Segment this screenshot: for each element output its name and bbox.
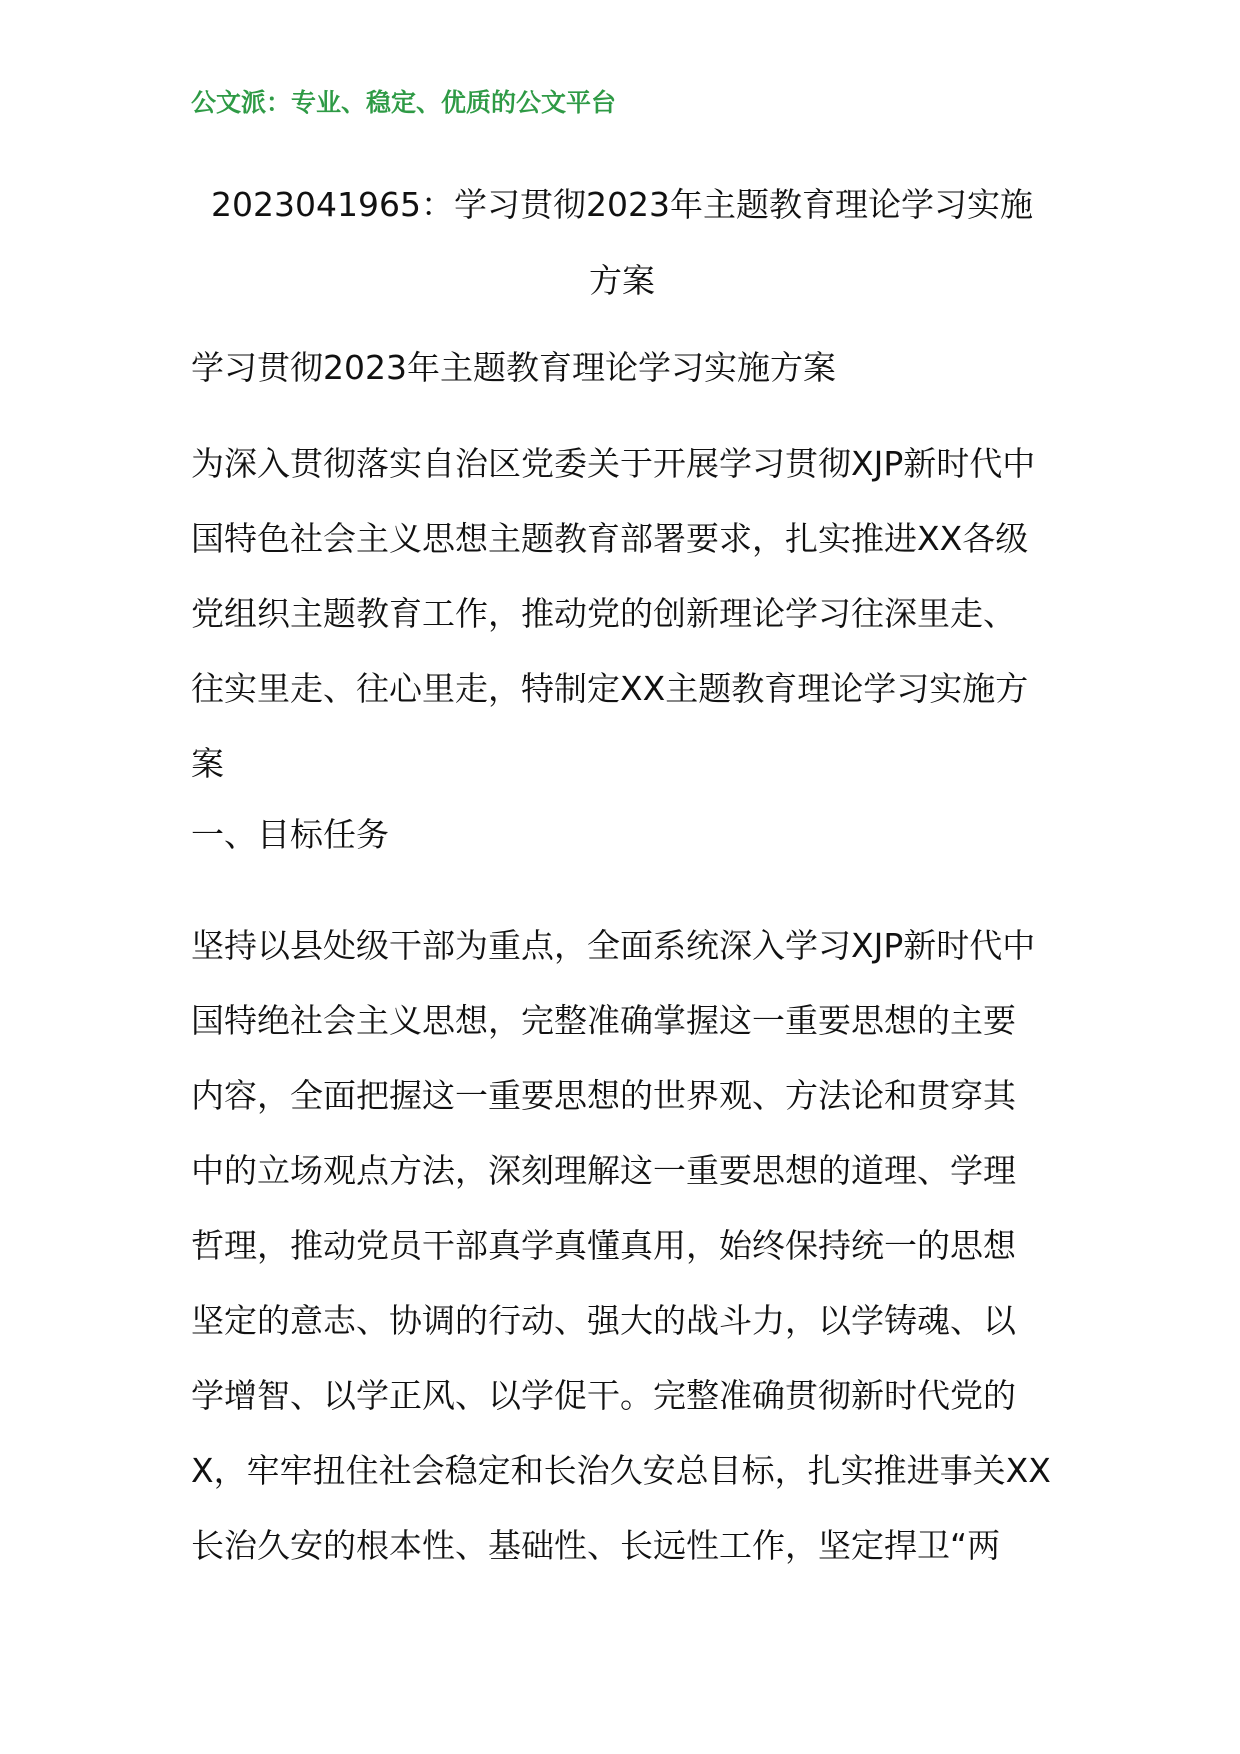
paragraph-line: X，牢牢扭住社会稳定和长治久安总目标，扎实推进事关XX [191, 1451, 1051, 1490]
paragraph-line: 学增智、以学正风、以学促干。完整准确贯彻新时代党的 [191, 1376, 1016, 1415]
intro-paragraph [191, 426, 1053, 801]
paragraph-line: 案 [191, 744, 224, 783]
paragraph-line: 长治久安的根本性、基础性、长远性工作，坚定捍卫“两 [191, 1526, 1001, 1565]
paragraph-line: 往实里走、往心里走，特制定XX主题教育理论学习实施方 [191, 669, 1029, 708]
paragraph-line: 国特绝社会主义思想，完整准确掌握这一重要思想的主要 [191, 1001, 1016, 1040]
paragraph-line: 中的立场观点方法，深刻理解这一重要思想的道理、学理 [191, 1151, 1016, 1190]
paragraph-line: 为深入贯彻落实自治区党委关于开展学习贯彻XJP新时代中 [191, 444, 1036, 483]
paragraph-line: 坚定的意志、协调的行动、强大的战斗力，以学铸魂、以 [191, 1301, 1016, 1340]
paragraph-line: 哲理，推动党员干部真学真懂真用，始终保持统一的思想 [191, 1226, 1016, 1265]
document-subtitle: 学习贯彻2023年主题教育理论学习实施方案 [191, 348, 836, 387]
document-title-line: 2023041965：学习贯彻2023年主题教育理论学习实施 [211, 185, 1033, 224]
section-heading: 一、目标任务 [191, 815, 389, 854]
brand-header: 公文派：专业、稳定、优质的公文平台 [191, 88, 617, 117]
paragraph-line: 党组织主题教育工作，推动党的创新理论学习往深里走、 [191, 594, 1016, 633]
paragraph-line: 国特色社会主义思想主题教育部署要求，扎实推进XX各级 [191, 519, 1029, 558]
paragraph-line: 坚持以县处级干部为重点，全面系统深入学习XJP新时代中 [191, 926, 1036, 965]
document-title [191, 167, 1053, 319]
paragraph-line: 内容，全面把握这一重要思想的世界观、方法论和贯穿其 [191, 1076, 1016, 1115]
section-paragraph [191, 908, 1053, 1583]
document-title-line: 方案 [589, 261, 655, 300]
